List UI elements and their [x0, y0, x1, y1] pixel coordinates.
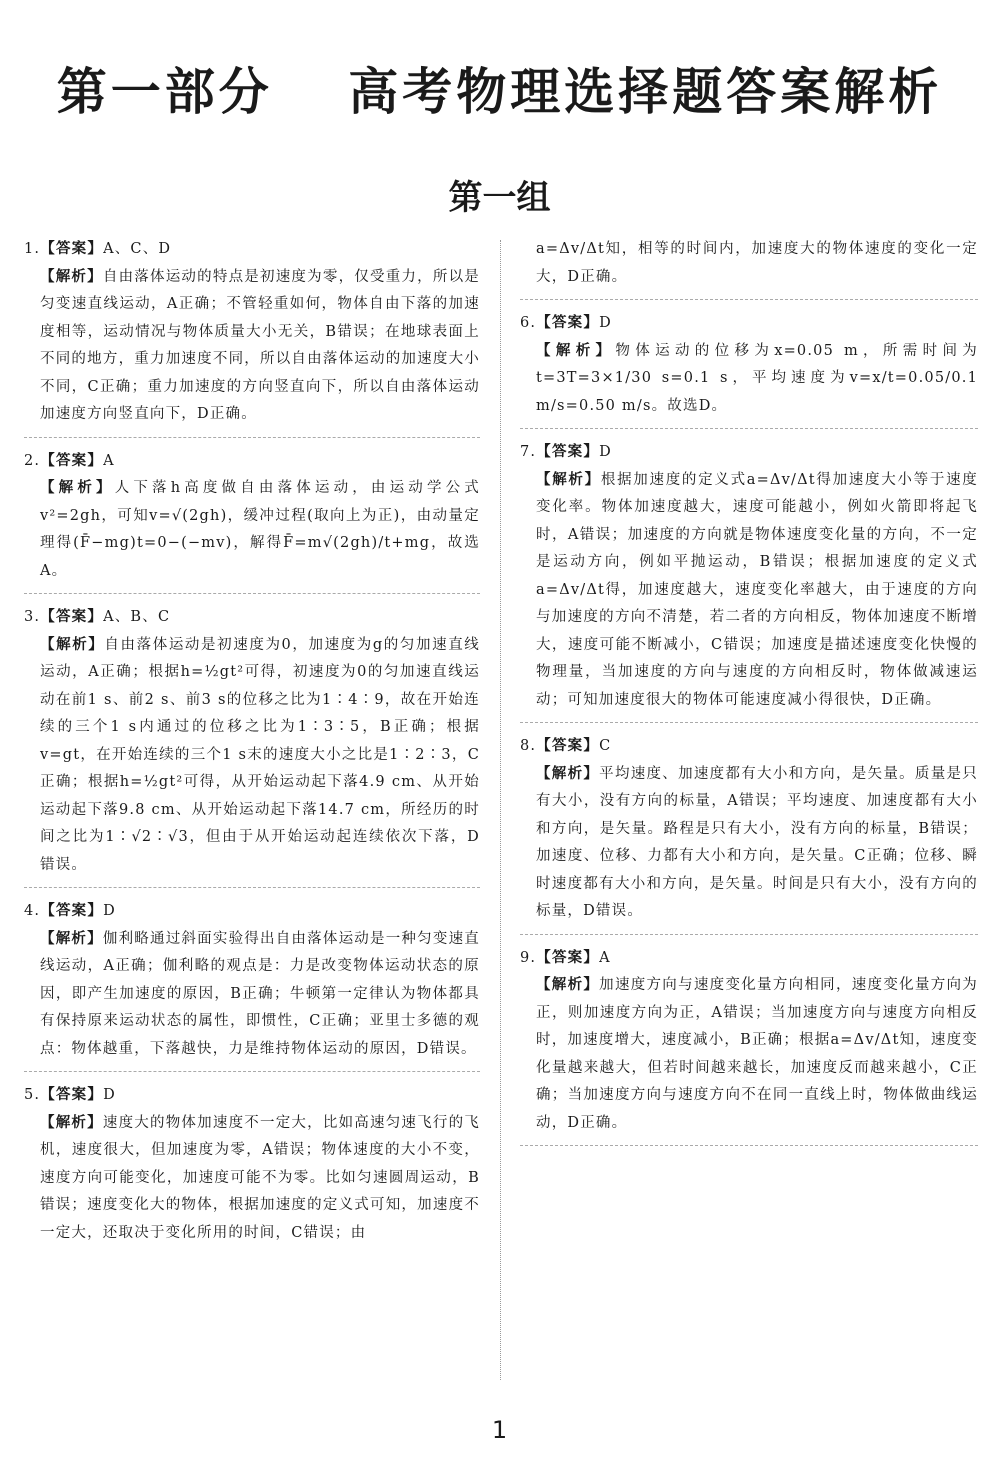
- analysis-body: 自由落体运动的特点是初速度为零，仅受重力，所以是匀变速直线运动，A正确；不管轻重如何，物体自由下落的加速度相等，运动情况与物体质量大小无关，B错误；在地球表面上不同的地方，重力加速度不同，所以自由落体运动的加速度大小不同，C正确；重力加速度的方向竖直向下，所以自由落体运动加速度方向竖直向下，D正确。: [40, 268, 480, 422]
- answer-value: A: [599, 949, 611, 966]
- analysis-text: [520, 338, 978, 421]
- question-number: 2.: [24, 452, 41, 469]
- question-separator: [520, 428, 978, 429]
- answer-tag: 【答案】: [536, 738, 600, 754]
- analysis-tag: 【解析】: [536, 471, 601, 488]
- analysis-text: [520, 467, 978, 715]
- analysis-tag: 【解析】: [40, 1114, 103, 1131]
- question-1: [24, 236, 480, 429]
- analysis-text: [24, 926, 480, 1064]
- answer-value: D: [103, 903, 116, 919]
- analysis-tag: 【解析】: [40, 930, 103, 947]
- question-separator: [24, 437, 480, 438]
- analysis-text: [24, 475, 480, 585]
- question-separator: [520, 722, 978, 723]
- analysis-tag: 【解析】: [536, 977, 600, 993]
- answer-value: D: [103, 1087, 116, 1103]
- column-divider: [500, 240, 501, 1380]
- answer-line: [520, 439, 978, 467]
- question-9: [520, 945, 978, 1138]
- question-3: [24, 604, 480, 879]
- question-separator: [520, 299, 978, 300]
- question-number: 5.: [24, 1087, 41, 1103]
- answer-line: [24, 1082, 480, 1110]
- question-7: [520, 439, 978, 714]
- answer-value: D: [599, 444, 612, 460]
- question-separator: [520, 934, 978, 935]
- answer-value: C: [599, 738, 612, 754]
- answer-line: [24, 604, 480, 632]
- answer-line: [24, 898, 480, 926]
- question-separator: [24, 887, 480, 888]
- analysis-body: 伽利略通过斜面实验得出自由落体运动是一种匀变速直线运动，A正确；伽利略的观点是：力是改变物体运动状态的原因，即产生加速度的原因，B正确；牛顿第一定律认为物体都具有保持原来运动状态的属性，即惯性，C正确；亚里士多德的观点：物体越重，下落越快，力是维持物体运动的原因，D错误。: [40, 930, 480, 1057]
- analysis-body: a=Δv/Δt知，相等的时间内，加速度大的物体速度的变化一定大，D正确。: [536, 241, 978, 285]
- question-separator: [24, 1071, 480, 1072]
- analysis-tag: 【解析】: [536, 342, 616, 359]
- answer-value: D: [599, 315, 612, 331]
- question-5-continued: [520, 236, 978, 291]
- question-number: 1.: [24, 241, 41, 257]
- answer-tag: 【答案】: [40, 903, 104, 919]
- answer-tag: 【答案】: [536, 444, 600, 460]
- analysis-body: 物体运动的位移为x=0.05 m，所需时间为t=3T=3×1/30 s=0.1 s，平均速度为v=x/t=0.05/0.1 m/s=0.50 m/s。故选D。: [536, 342, 978, 414]
- page-title: 第一部分 高考物理选择题答案解析: [56, 63, 943, 121]
- answer-value: A、C、D: [103, 241, 172, 257]
- answer-tag: 【答案】: [536, 949, 600, 966]
- analysis-text: [520, 972, 978, 1137]
- question-number: 7.: [520, 444, 537, 460]
- question-2: [24, 448, 480, 586]
- analysis-text: [520, 236, 978, 291]
- answer-tag: 【答案】: [40, 452, 104, 469]
- question-4: [24, 898, 480, 1063]
- answer-line: [24, 448, 480, 476]
- answer-tag: 【答案】: [40, 241, 104, 257]
- analysis-body: 速度大的物体加速度不一定大，比如高速匀速飞行的飞机，速度很大，但加速度为零，A错误；物体速度的大小不变，速度方向可能变化，加速度可能不为零。比如匀速圆周运动，B错误；速度变化大的物体，根据加速度的定义式可知，加速度不一定大，还取决于变化所用的时间，C错误；由: [40, 1114, 480, 1241]
- answer-tag: 【答案】: [40, 1087, 104, 1103]
- answer-value: A: [103, 452, 115, 469]
- answer-tag: 【答案】: [536, 315, 600, 331]
- question-number: 8.: [520, 738, 537, 754]
- page-number: 1: [491, 1416, 508, 1444]
- question-separator: [24, 593, 480, 594]
- answer-line: [520, 310, 978, 338]
- question-6: [520, 310, 978, 420]
- analysis-body: 自由落体运动是初速度为0，加速度为g的匀加速直线运动，A正确；根据h=½gt²可得，初速度为0的匀加速直线运动在前1 s、前2 s、前3 s的位移之比为1∶4∶9，故在开始连续的三个1 s内通过的位移之比为1∶3∶5，B正确；根据v=gt，在开始连续的三个1 s末的速度大小之比是1∶2∶3，C正确；根据h=½gt²可得，从开始运动起下落4.9 cm、从开始运动起下落9.8 cm、从开始运动起下落14.7 cm，所经历的时间之比为1∶√2∶√3，但由于从开始运动起连续依次下落，D错误。: [40, 636, 480, 873]
- answer-line: [520, 733, 978, 761]
- group-title: 第一组: [448, 178, 551, 218]
- question-number: 9.: [520, 949, 537, 966]
- question-8: [520, 733, 978, 926]
- analysis-body: 平均速度、加速度都有大小和方向，是矢量。质量是只有大小，没有方向的标量，A错误；平均速度、加速度都有大小和方向，是矢量。路程是只有大小，没有方向的标量，B错误；加速度、位移、力都有大小和方向，是矢量。C正确；位移、瞬时速度都有大小和方向，是矢量。时间是只有大小，没有方向的标量，D错误。: [536, 765, 978, 919]
- answer-tag: 【答案】: [40, 609, 104, 625]
- analysis-body: 根据加速度的定义式a=Δv/Δt得加速度大小等于速度变化率。物体加速度越大，速度可能越小，例如火箭即将起飞时，A错误；加速度的方向就是物体速度变化量的方向，不一定是运动方向，例如平抛运动，B错误；根据加速度的定义式a=Δv/Δt得，加速度越大，速度变化率越大，由于速度的方向与加速度的方向不清楚，若二者的方向相反，物体加速度不断增大，速度可能不断减小，C错误；加速度是描述速度变化快慢的物理量，当加速度的方向与速度的方向相反时，物体做减速运动；可知加速度很大的物体可能速度减小得很快，D正确。: [536, 471, 978, 708]
- analysis-text: [24, 1110, 480, 1248]
- left-column: [24, 236, 480, 1247]
- question-number: 4.: [24, 903, 41, 919]
- answer-value: A、B、C: [103, 609, 171, 625]
- analysis-tag: 【解析】: [40, 480, 115, 496]
- question-number: 3.: [24, 609, 41, 625]
- analysis-tag: 【解析】: [40, 636, 105, 653]
- right-column: [520, 236, 978, 1156]
- analysis-tag: 【解析】: [40, 268, 103, 285]
- analysis-text: [520, 761, 978, 926]
- answer-line: [24, 236, 480, 264]
- question-5: [24, 1082, 480, 1247]
- analysis-text: [24, 264, 480, 429]
- answer-line: [520, 945, 978, 973]
- analysis-body: 加速度方向与速度变化量方向相同，速度变化量方向为正，则加速度方向为正，A错误；当加速度方向与速度方向相反时，加速度增大，速度减小，B正确；根据a=Δv/Δt知，速度变化量越来越大，但若时间越来越长，加速度反而越来越小，C正确；当加速度方向与速度方向不在同一直线上时，物体做曲线运动，D正确。: [536, 977, 978, 1131]
- question-number: 6.: [520, 315, 537, 331]
- analysis-body: 人下落h高度做自由落体运动，由运动学公式v²=2gh，可知v=√(2gh)，缓冲过程(取向上为正)，由动量定理得(F̄−mg)t=0−(−mv)，解得F̄=m√(2gh)/t+mg，故选A。: [40, 480, 480, 579]
- analysis-text: [24, 632, 480, 880]
- analysis-tag: 【解析】: [536, 765, 600, 782]
- question-separator: [520, 1145, 978, 1146]
